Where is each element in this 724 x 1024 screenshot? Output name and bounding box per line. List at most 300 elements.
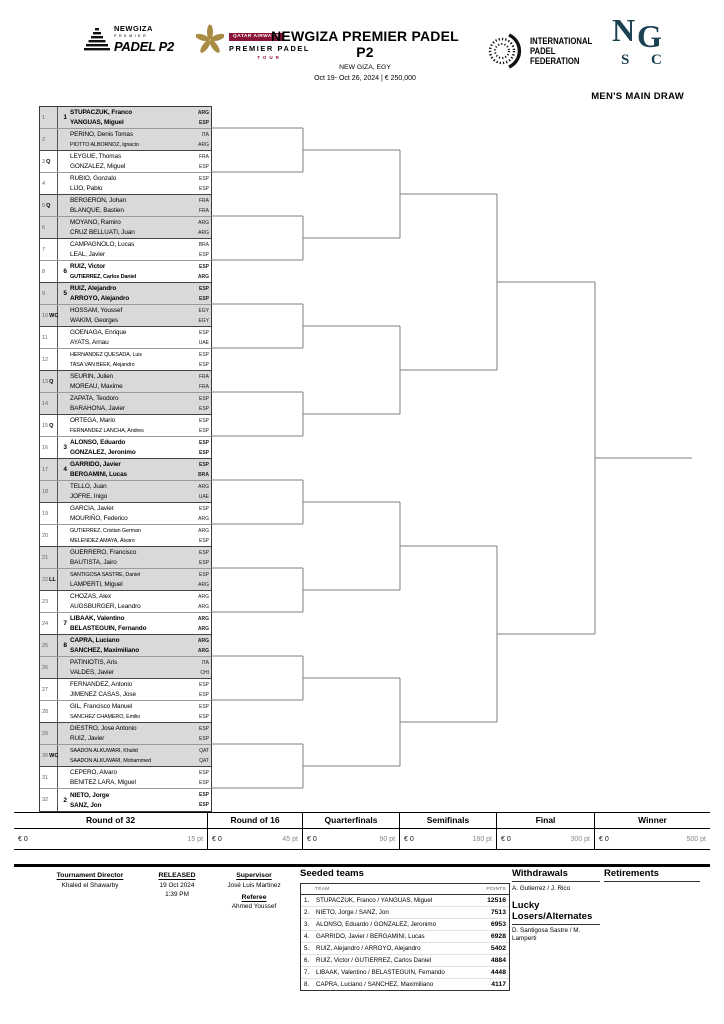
team-players [68, 217, 211, 238]
seed-number [58, 415, 68, 436]
seed-number [58, 591, 68, 612]
player-name: GOENAGA, Enrique [70, 329, 127, 336]
position-number: 3 [42, 158, 46, 165]
referee-name: Ahmed Youssef [231, 903, 277, 910]
draw-entry-25 [40, 635, 211, 657]
seeded-team-names: ALONSO, Eduardo / GONZALEZ, Jeronimo [316, 921, 437, 928]
seeded-rank: 5. [304, 945, 310, 952]
draw-entry-21 [40, 547, 211, 569]
player-name: RUIZ, Victor [70, 263, 106, 270]
player-country: UAE [198, 339, 209, 346]
player-line [70, 570, 209, 580]
withdrawals-title: Withdrawals [512, 868, 600, 882]
team-players [68, 767, 211, 788]
player-country: ARG [197, 625, 209, 632]
newgiza-logo-text [114, 24, 174, 54]
seeded-team-names: STUPACZUK, Franco / YANGUAS, Miguel [316, 897, 433, 904]
player-country: ESP [198, 119, 209, 126]
round-points: 15 pt [187, 835, 203, 843]
ngsc-monogram-logo [610, 12, 668, 82]
round-points: 90 pt [379, 835, 395, 843]
draw-entry-16 [40, 437, 211, 459]
entry-tag: Q [46, 158, 51, 165]
player-name: MOYANO, Ramiro [70, 219, 121, 226]
player-name: GUERRERO, Francisco [70, 549, 137, 556]
seeded-rank: 4. [304, 933, 310, 940]
player-name: BAUTISTA, Jairo [70, 559, 117, 566]
player-line [70, 448, 209, 458]
player-line [70, 504, 209, 514]
player-line [70, 470, 209, 480]
player-country: ARG [198, 527, 209, 534]
seed-number [58, 767, 68, 788]
player-name: SANCHEZ CHAMERO, Emilio [70, 713, 141, 720]
player-country: ARG [198, 219, 209, 226]
player-name: RUBIO, Gonzalo [70, 175, 117, 182]
player-country: QAT [199, 747, 209, 754]
entry-position [40, 195, 58, 216]
player-name: VALDES, Javier [70, 669, 114, 676]
draw-entry-26 [40, 657, 211, 679]
team-players [68, 173, 211, 194]
player-country: ARG [198, 603, 209, 610]
seed-number [58, 173, 68, 194]
player-name: PIOTTO ALBORNOZ, Ignacio [70, 141, 139, 148]
player-line [70, 174, 209, 184]
team-players [68, 591, 211, 612]
player-name: LEYGUE, Thomas [70, 153, 122, 160]
player-line [70, 394, 209, 404]
draw-entry-24 [40, 613, 211, 635]
player-line [70, 558, 209, 568]
team-players [68, 327, 211, 348]
player-country: ESP [198, 285, 209, 292]
player-line [70, 514, 209, 524]
player-name: BERGERON, Johan [70, 197, 127, 204]
newgiza-logo [84, 24, 174, 54]
draw-entry-22 [40, 569, 211, 591]
qatar-airways-label: QATAR AIRWAYS [229, 33, 283, 41]
draw-entry-15 [40, 415, 211, 437]
seeded-teams-rows [301, 895, 509, 990]
player-line [70, 680, 209, 690]
padel-p2-word: PADEL P2 [114, 39, 174, 54]
lucky-losers-block [512, 900, 600, 944]
player-line [70, 416, 209, 426]
player-country: FRA [199, 197, 209, 204]
player-name: GUTIERREZ, Carlos Daniel [70, 273, 137, 280]
seeded-rank: 8. [304, 981, 310, 988]
seeded-team-row [301, 943, 509, 955]
team-players [68, 393, 211, 414]
player-line [70, 284, 209, 294]
player-name: GONZALEZ, Miguel [70, 163, 126, 170]
seed-number [58, 239, 68, 260]
player-line [70, 800, 209, 810]
player-line [70, 272, 209, 282]
draw-entry-31 [40, 767, 211, 789]
round-column-round-of-32 [14, 813, 208, 849]
player-line [70, 262, 209, 272]
player-line [70, 228, 209, 238]
seeded-team-names: RUIZ, Alejandro / ARROYO, Alejandro [316, 945, 421, 952]
player-line [70, 790, 209, 800]
player-country: ESP [198, 361, 209, 368]
player-name: WAKIM, Georges [70, 317, 119, 324]
player-name: PATINIOTIS, Aris [70, 659, 118, 666]
team-players [68, 371, 211, 392]
draw-entry-17 [40, 459, 211, 481]
player-name: ORTEGA, Mario [70, 417, 116, 424]
player-country: ESP [198, 329, 209, 336]
ngsc-letter-n: N [612, 12, 636, 48]
team-players [68, 459, 211, 480]
draw-entry-4 [40, 173, 211, 195]
seed-number [58, 701, 68, 722]
entry-tag: Q [49, 422, 54, 429]
seeded-rank: 7. [304, 969, 310, 976]
round-points: 300 pt [570, 835, 590, 843]
seed-number [58, 327, 68, 348]
pyramid-icon [84, 24, 110, 54]
player-line [70, 316, 209, 326]
position-number: 32 [42, 797, 49, 803]
player-name: JIMENEZ CASAS, Jose [70, 691, 136, 698]
event-title: NEWGIZA PREMIER PADEL P2 [271, 28, 459, 60]
entry-tag: WC [49, 312, 59, 319]
player-name: CEPERO, Alvaro [70, 769, 117, 776]
player-country: ESP [198, 163, 209, 170]
seeded-teams-title: Seeded teams [300, 868, 364, 879]
player-line [70, 602, 209, 612]
entry-position [40, 459, 58, 480]
points-column-header: POINTS [486, 886, 506, 892]
player-name: GIL, Francisco Manuel [70, 703, 133, 710]
player-country: ESP [198, 769, 209, 776]
player-name: BERGAMINI, Lucas [70, 471, 127, 478]
event-dates-prize: Oct 19- Oct 26, 2024 | € 250,000 [314, 75, 416, 82]
round-prize: € 0 [307, 835, 317, 843]
entry-position [40, 525, 58, 546]
position-number: 23 [42, 598, 49, 605]
player-name: GONZALEZ, Jeronimo [70, 449, 136, 456]
player-line [70, 338, 209, 348]
entry-position [40, 591, 58, 612]
seeded-rank: 2. [304, 909, 310, 916]
seeded-points: 4884 [490, 957, 506, 964]
seeded-team-names: GARRIDO, Javier / BERGAMINI, Lucas [316, 933, 425, 940]
seed-number [58, 481, 68, 502]
entry-position [40, 283, 58, 304]
tour-label: TOUR [257, 54, 282, 60]
player-name: BENITEZ LARA, Miguel [70, 779, 136, 786]
player-name: CAPRA, Luciano [70, 637, 120, 644]
seeded-teams-block [300, 868, 510, 991]
draw-entry-27 [40, 679, 211, 701]
tournament-director-label: Tournament Director [56, 872, 124, 879]
player-country: ESP [198, 395, 209, 402]
entry-position [40, 679, 58, 700]
position-number: 1 [42, 114, 46, 121]
player-name: SANCHEZ, Maximiliano [70, 647, 140, 654]
seeded-rank: 3. [304, 921, 310, 928]
player-line [70, 746, 209, 756]
team-players [68, 657, 211, 678]
released-block [146, 872, 208, 898]
player-name: PERINO, Denis Tomas [70, 131, 133, 138]
player-country: ESP [198, 405, 209, 412]
team-players [68, 613, 211, 634]
seed-number [58, 657, 68, 678]
player-country: FRA [199, 153, 209, 160]
player-name: BLANQUE, Bastien [70, 207, 124, 214]
seed-number [58, 547, 68, 568]
draw-entry-29 [40, 723, 211, 745]
player-country: EGY [198, 307, 209, 314]
entry-position [40, 481, 58, 502]
round-points: 180 pt [472, 835, 492, 843]
seed-number [58, 723, 68, 744]
player-name: MOREAU, Maxime [70, 383, 123, 390]
round-points: 45 pt [282, 835, 298, 843]
player-line [70, 372, 209, 382]
team-players [68, 547, 211, 568]
player-line [70, 536, 209, 546]
draw-entry-7 [40, 239, 211, 261]
player-country: CHI [200, 669, 209, 676]
player-country: ESP [198, 537, 209, 544]
player-country: ESP [198, 175, 209, 182]
player-name: DIESTRO, Jose Antonio [70, 725, 137, 732]
player-country: BRA [198, 471, 209, 478]
entry-tag: LL [49, 576, 56, 583]
entry-position [40, 173, 58, 194]
seeded-team-row [301, 907, 509, 919]
seeded-points: 6928 [490, 933, 506, 940]
position-number: 7 [42, 246, 46, 253]
player-name: LIBAAK, Valentino [70, 615, 125, 622]
retirements-block [604, 868, 700, 885]
seed-number: 3 [63, 444, 67, 451]
player-country: ESP [198, 263, 209, 270]
ipf-logo-text [530, 36, 592, 66]
entry-position [40, 547, 58, 568]
player-name: FERNANDEZ LANCHA, Andres [70, 427, 144, 434]
seed-number [58, 569, 68, 590]
draw-entry-11 [40, 327, 211, 349]
position-number: 5 [42, 202, 46, 209]
player-line [70, 580, 209, 590]
player-name: TELLO, Juan [70, 483, 107, 490]
player-line [70, 460, 209, 470]
referee-label: Referee [241, 893, 267, 901]
round-values [497, 829, 594, 849]
seeded-points: 4448 [490, 969, 506, 976]
player-country: ESP [198, 549, 209, 556]
round-name: Final [497, 813, 594, 829]
seeded-team-row [301, 979, 509, 990]
player-country: ESP [198, 295, 209, 302]
player-country: EGY [198, 317, 209, 324]
draw-entry-9 [40, 283, 211, 305]
seed-number [58, 525, 68, 546]
player-country: ESP [198, 461, 209, 468]
entry-position [40, 371, 58, 392]
player-name: ALONSO, Eduardo [70, 439, 126, 446]
released-time: 1:39 PM [165, 891, 189, 898]
player-line [70, 658, 209, 668]
player-line [70, 162, 209, 172]
draw-entry-20 [40, 525, 211, 547]
seed-number [58, 371, 68, 392]
team-players [68, 107, 211, 128]
ngsc-letter-s: S [621, 52, 630, 68]
seed-number [58, 151, 68, 172]
player-country: ESP [198, 351, 209, 358]
player-country: ARG [198, 581, 209, 588]
position-number: 8 [42, 268, 46, 275]
seeded-rank: 6. [304, 957, 310, 964]
round-values [14, 829, 207, 849]
player-name: ARROYO, Alejandro [70, 295, 130, 302]
entry-position [40, 239, 58, 260]
position-number: 16 [42, 444, 49, 451]
player-country: ARG [198, 141, 209, 148]
entry-position [40, 789, 58, 811]
player-line [70, 140, 209, 150]
seed-number [58, 679, 68, 700]
player-line [70, 756, 209, 766]
seeded-team-row [301, 895, 509, 907]
newgiza-word: NEWGIZA [114, 24, 153, 33]
round-values [400, 829, 496, 849]
ipf-line2: PADEL [530, 45, 556, 56]
position-number: 30 [42, 752, 49, 759]
round-column-semifinals [400, 813, 497, 849]
draw-entry-5 [40, 195, 211, 217]
draw-entry-14 [40, 393, 211, 415]
player-line [70, 184, 209, 194]
position-number: 19 [42, 510, 49, 517]
player-name: LEAL, Javier [70, 251, 106, 258]
player-country: FRA [199, 207, 209, 214]
team-players [68, 745, 211, 766]
player-name: SANTIGOSA SASTRE, Daniel [70, 571, 141, 578]
supervisor-name: José Luis Martinez [227, 881, 281, 889]
player-line [70, 548, 209, 558]
entry-position [40, 437, 58, 458]
round-prize: € 0 [404, 835, 414, 843]
seed-number [58, 305, 68, 326]
player-line [70, 636, 209, 646]
team-players [68, 283, 211, 304]
entry-position [40, 393, 58, 414]
seeded-team-row [301, 919, 509, 931]
entry-position [40, 415, 58, 436]
player-line [70, 646, 209, 656]
retirements-title: Retirements [604, 868, 700, 882]
position-number: 25 [42, 642, 49, 649]
entry-position [40, 613, 58, 634]
player-line [70, 768, 209, 778]
draw-entry-12 [40, 349, 211, 371]
player-line [70, 108, 209, 118]
player-country: ARG [198, 593, 209, 600]
withdrawals-block [512, 868, 600, 943]
premier-padel-label: PREMIER PADEL [229, 44, 311, 53]
position-number: 22 [42, 576, 49, 583]
player-country: ESP [198, 713, 209, 720]
seed-number: 6 [63, 268, 67, 275]
player-line [70, 492, 209, 502]
entry-position [40, 151, 58, 172]
draw-entry-2 [40, 129, 211, 151]
entry-position [40, 305, 58, 326]
seeded-points: 5402 [490, 945, 506, 952]
player-line [70, 724, 209, 734]
footer-divider-rule [14, 864, 710, 867]
player-name: HERNANDEZ QUESADA, Luis [70, 351, 142, 358]
seed-number: 4 [63, 466, 67, 473]
position-number: 29 [42, 730, 49, 737]
entry-position [40, 635, 58, 656]
round-points: 500 pt [686, 835, 706, 843]
player-name: CAMPAGNOLO, Lucas [70, 241, 135, 248]
seed-number [58, 393, 68, 414]
player-name: GUTIERREZ, Cristian German [70, 527, 141, 534]
player-name: ZAPATA, Teodoro [70, 395, 119, 402]
position-number: 2 [42, 136, 46, 143]
seeded-points: 6953 [490, 921, 506, 928]
player-name: FERNANDEZ, Antonio [70, 681, 133, 688]
team-players [68, 349, 211, 370]
draw-entry-13 [40, 371, 211, 393]
player-line [70, 438, 209, 448]
player-line [70, 328, 209, 338]
seeded-teams-header [301, 884, 509, 895]
team-players [68, 305, 211, 326]
entry-position [40, 503, 58, 524]
seeded-team-row [301, 955, 509, 967]
entry-position [40, 349, 58, 370]
player-name: CRUZ BELLUATI, Juan [70, 229, 135, 236]
position-number: 6 [42, 224, 46, 231]
player-name: LIJO, Pablo [70, 185, 103, 192]
round-column-final [497, 813, 595, 849]
player-country: ESP [198, 691, 209, 698]
event-location: NEW GIZA, EGY [339, 64, 391, 71]
player-name: CHOZAS, Alex [70, 593, 112, 600]
round-values [303, 829, 399, 849]
ngsc-letter-g: G [637, 18, 662, 54]
team-players [68, 723, 211, 744]
player-line [70, 778, 209, 788]
released-date: 19 Oct 2024 [159, 881, 195, 889]
seeded-points: 4117 [491, 981, 506, 988]
player-country: ESP [198, 559, 209, 566]
entry-position [40, 569, 58, 590]
withdrawals-content: A. Gutierrez / J. Rico [512, 884, 571, 892]
draw-entry-3 [40, 151, 211, 173]
team-players [68, 481, 211, 502]
player-country: ESP [198, 703, 209, 710]
lucky-losers-title: Lucky Losers/Alternates [512, 900, 600, 925]
player-line [70, 614, 209, 624]
player-line [70, 350, 209, 360]
round-values [208, 829, 302, 849]
ipf-line3: FEDERATION [530, 55, 580, 66]
seed-number [58, 745, 68, 766]
